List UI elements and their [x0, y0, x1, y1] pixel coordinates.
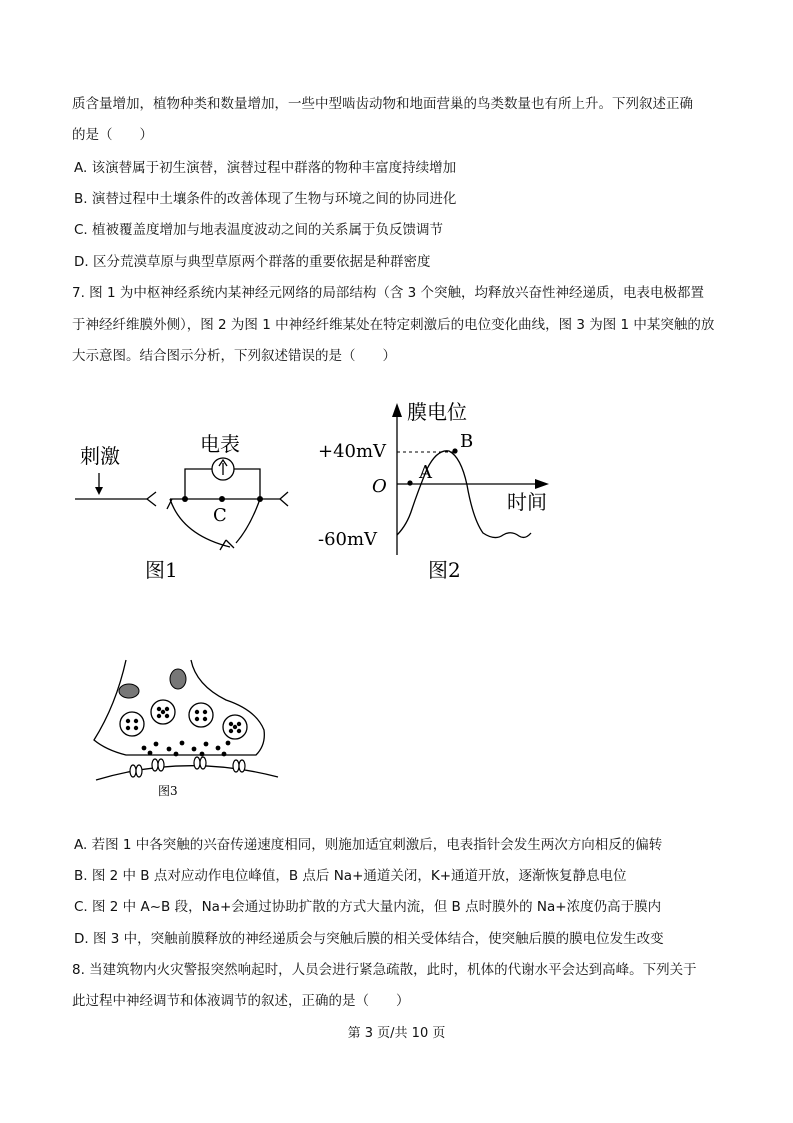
q6-stem-line1: 质含量增加，植物种类和数量增加，一些中型啮齿动物和地面营巢的鸟类数量也有所上升。下列叙述正确: [72, 96, 693, 112]
fig2-caption: 图2: [428, 558, 461, 582]
figure-3: [86, 655, 286, 809]
q7-option-a: A. 若图 1 中各突触的兴奋传递速度相同，则施加适宜刺激后，电表指针会发生两次方向相反的偏转: [74, 837, 663, 853]
q6-option-b: B. 演替过程中土壤条件的改善体现了生物与环境之间的协同进化: [74, 191, 457, 207]
fig1-point-c: C: [213, 505, 227, 526]
q8-stem-line2: 此过程中神经调节和体液调节的叙述，正确的是（ ）: [72, 993, 410, 1009]
q6-option-c: C. 植被覆盖度增加与地表温度波动之间的关系属于负反馈调节: [74, 222, 444, 238]
q7-option-b: B. 图 2 中 B 点对应动作电位峰值，B 点后 Na+通道关闭，K+通道开放，逐渐恢复静息电位: [74, 868, 627, 884]
q6-option-a: A. 该演替属于初生演替，演替过程中群落的物种丰富度持续增加: [74, 160, 457, 176]
q7-option-c: C. 图 2 中 A~B 段，Na+会通过协助扩散的方式大量内流，但 B 点时膜外的 Na+浓度仍高于膜内: [74, 899, 662, 915]
fig2-top-tick: +40mV: [318, 441, 387, 462]
q7-stem-line3: 大示意图。结合图示分析，下列叙述错误的是（ ）: [72, 348, 396, 364]
q7-stem-line2: 于神经纤维膜外侧），图 2 为图 1 中神经纤维某处在特定刺激后的电位变化曲线，图 3 为图 1 中某突触的放: [72, 317, 715, 333]
fig2-xlabel: 时间: [507, 490, 547, 514]
figure-1: [70, 415, 310, 594]
postsynaptic-membrane: [96, 766, 278, 780]
fig2-point-b: B: [460, 431, 474, 452]
page-footer: 第 3 页/共 10 页: [347, 1026, 446, 1041]
q6-option-d: D. 区分荒漠草原与典型草原两个群落的重要依据是种群密度: [74, 254, 431, 270]
fig1-caption: 图1: [145, 558, 178, 582]
q7-stem-line1: 7. 图 1 为中枢神经系统内某神经元网络的局部结构（含 3 个突触，均释放兴奋性神经递质，电表电极都置: [72, 285, 705, 301]
q7-option-d: D. 图 3 中，突触前膜释放的神经递质会与突触后膜的相关受体结合，使突触后膜的膜电位发生改变: [74, 931, 664, 947]
figure-2: [315, 395, 565, 594]
fig2-point-a: A: [419, 462, 432, 483]
fig1-meter-label: 电表: [200, 432, 240, 456]
fig1-stimulus-label: 刺激: [80, 444, 120, 468]
fig3-caption: 图3: [158, 784, 178, 798]
q6-stem-line2: 的是（ ）: [72, 127, 153, 143]
fig2-bottom-tick: -60mV: [318, 529, 378, 550]
fig2-ylabel: 膜电位: [407, 400, 467, 424]
fig2-origin: O: [372, 476, 387, 497]
q8-stem-line1: 8. 当建筑物内火灾警报突然响起时，人员会进行紧急疏散，此时，机体的代谢水平会达到高峰。下列关于: [72, 962, 697, 978]
